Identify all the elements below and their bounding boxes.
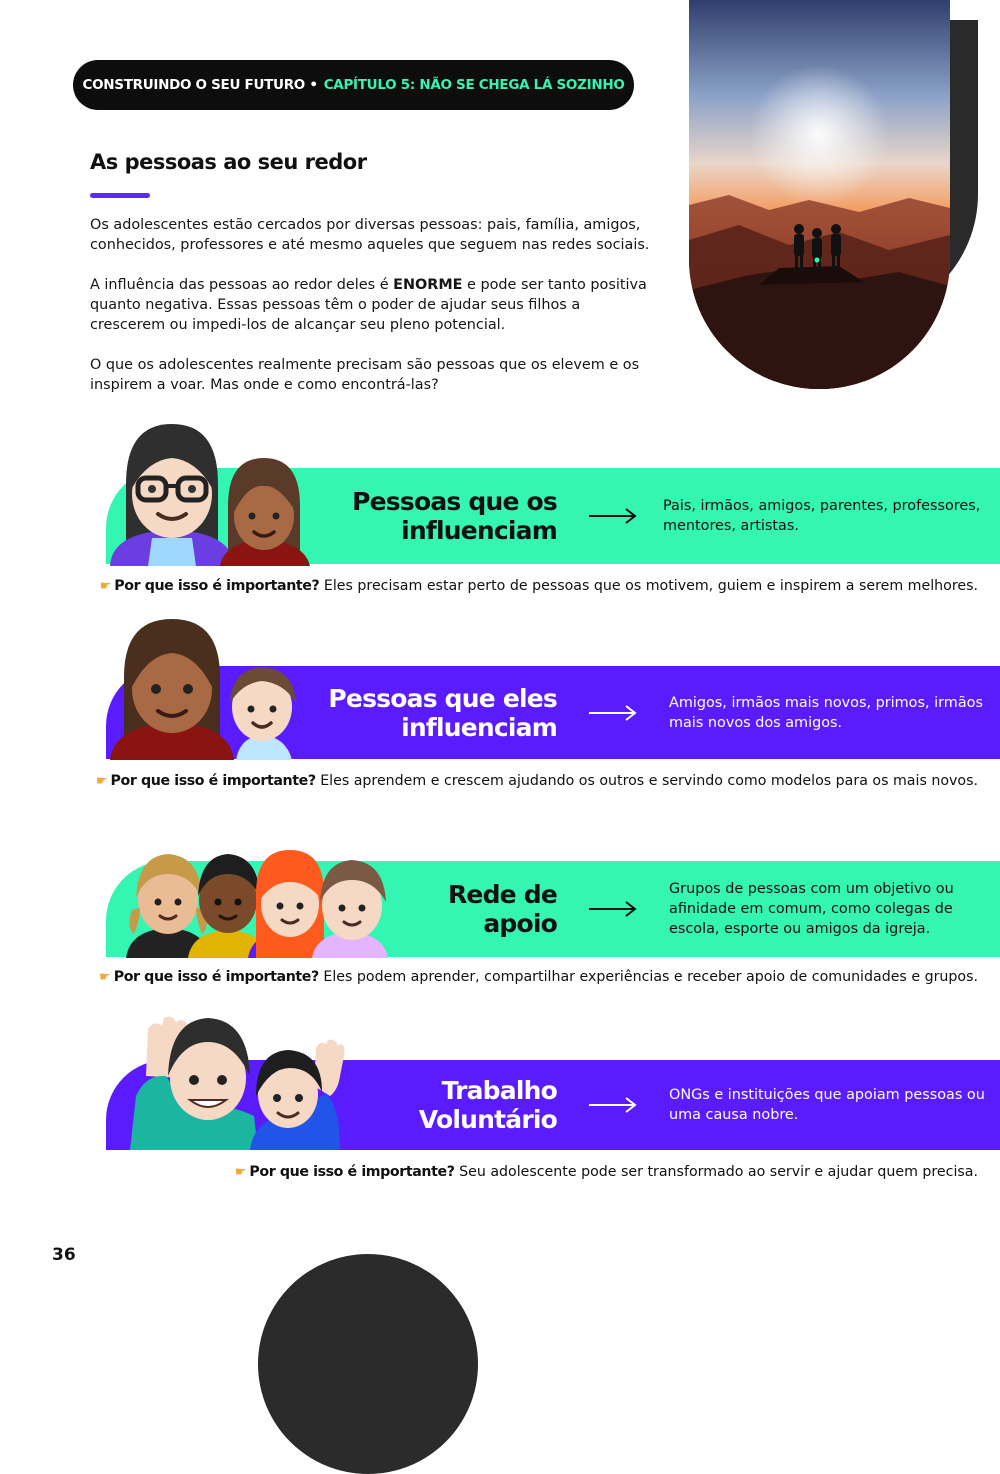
band-title-support-network: Rede de apoio bbox=[447, 880, 557, 938]
why-important-influenced: ☛ Por que isso é importante? Eles aprendem e crescem ajudando os outros e servindo como modelos para os mais novos. bbox=[95, 773, 978, 789]
band-title-influencers: Pessoas que os influenciam bbox=[352, 487, 557, 545]
band-desc-influencers: Pais, irmãos, amigos, parentes, professores, mentores, artistas. bbox=[663, 498, 981, 534]
page-number: 36 bbox=[52, 1245, 76, 1265]
arrow-right-icon bbox=[588, 703, 638, 723]
header-prefix: CONSTRUINDO O SEU FUTURO • bbox=[82, 77, 318, 93]
sunset-hikers-photo bbox=[689, 0, 950, 389]
why-important-influencers: ☛ Por que isso é importante? Eles precisam estar perto de pessoas que os motivem, guiem e inspirem a serem melhores. bbox=[99, 578, 978, 594]
arrow-right-icon bbox=[588, 506, 638, 526]
band-desc-support-network: Grupos de pessoas com um objetivo ou afinidade em comum, como colegas de escola, esporte ou amigos da igreja. bbox=[669, 881, 954, 937]
header-chapter: CAPÍTULO 5: NÃO SE CHEGA LÁ SOZINHO bbox=[323, 77, 625, 93]
intro-paragraph-1: Os adolescentes estão cercados por diversas pessoas: pais, família, amigos, conhecidos, professores e até mesmo aqueles que seguem nas redes sociais. bbox=[90, 217, 650, 253]
emoji-woman-and-boy-icon bbox=[110, 617, 310, 760]
intro-paragraph-2: A influência das pessoas ao redor deles é ENORME e pode ser tanto positiva quanto negativa. Essas pessoas têm o poder de ajudar seus filhos a crescerem ou impedi-los de alcançar seu pleno potencial. bbox=[90, 277, 647, 333]
arrow-right-icon bbox=[588, 1095, 638, 1115]
pointing-hand-icon: ☛ bbox=[95, 774, 108, 789]
arrow-right-icon bbox=[588, 899, 638, 919]
emoji-women-icon bbox=[108, 420, 318, 566]
decorative-circle bbox=[258, 1254, 478, 1474]
title-underline bbox=[90, 193, 150, 198]
section-title: As pessoas ao seu redor bbox=[90, 150, 367, 174]
why-important-volunteering: ☛ Por que isso é importante? Seu adolescente pode ser transformado ao servir e ajudar quem precisa. bbox=[234, 1164, 978, 1180]
pointing-hand-icon: ☛ bbox=[99, 970, 111, 985]
band-title-volunteering: Trabalho Voluntário bbox=[418, 1076, 557, 1134]
intro-paragraph-3: O que os adolescentes realmente precisam são pessoas que os elevem e os inspirem a voar. Mas onde e como encontrá-las? bbox=[90, 357, 640, 393]
band-desc-volunteering: ONGs e instituições que apoiam pessoas ou uma causa nobre. bbox=[669, 1087, 985, 1123]
chapter-header bbox=[73, 60, 634, 110]
band-title-influenced: Pessoas que eles influenciam bbox=[328, 684, 557, 742]
emphasis-enorme: ENORME bbox=[393, 277, 463, 293]
band-desc-influenced: Amigos, irmãos mais novos, primos, irmãos mais novos dos amigos. bbox=[669, 695, 983, 731]
emoji-group-icon bbox=[124, 850, 390, 958]
pointing-hand-icon: ☛ bbox=[99, 579, 112, 594]
why-important-support-network: ☛ Por que isso é importante? Eles podem aprender, compartilhar experiências e receber apoio de comunidades e grupos. bbox=[99, 969, 978, 985]
pointing-hand-icon: ☛ bbox=[234, 1165, 247, 1180]
emoji-raising-hands-icon bbox=[126, 1016, 352, 1150]
